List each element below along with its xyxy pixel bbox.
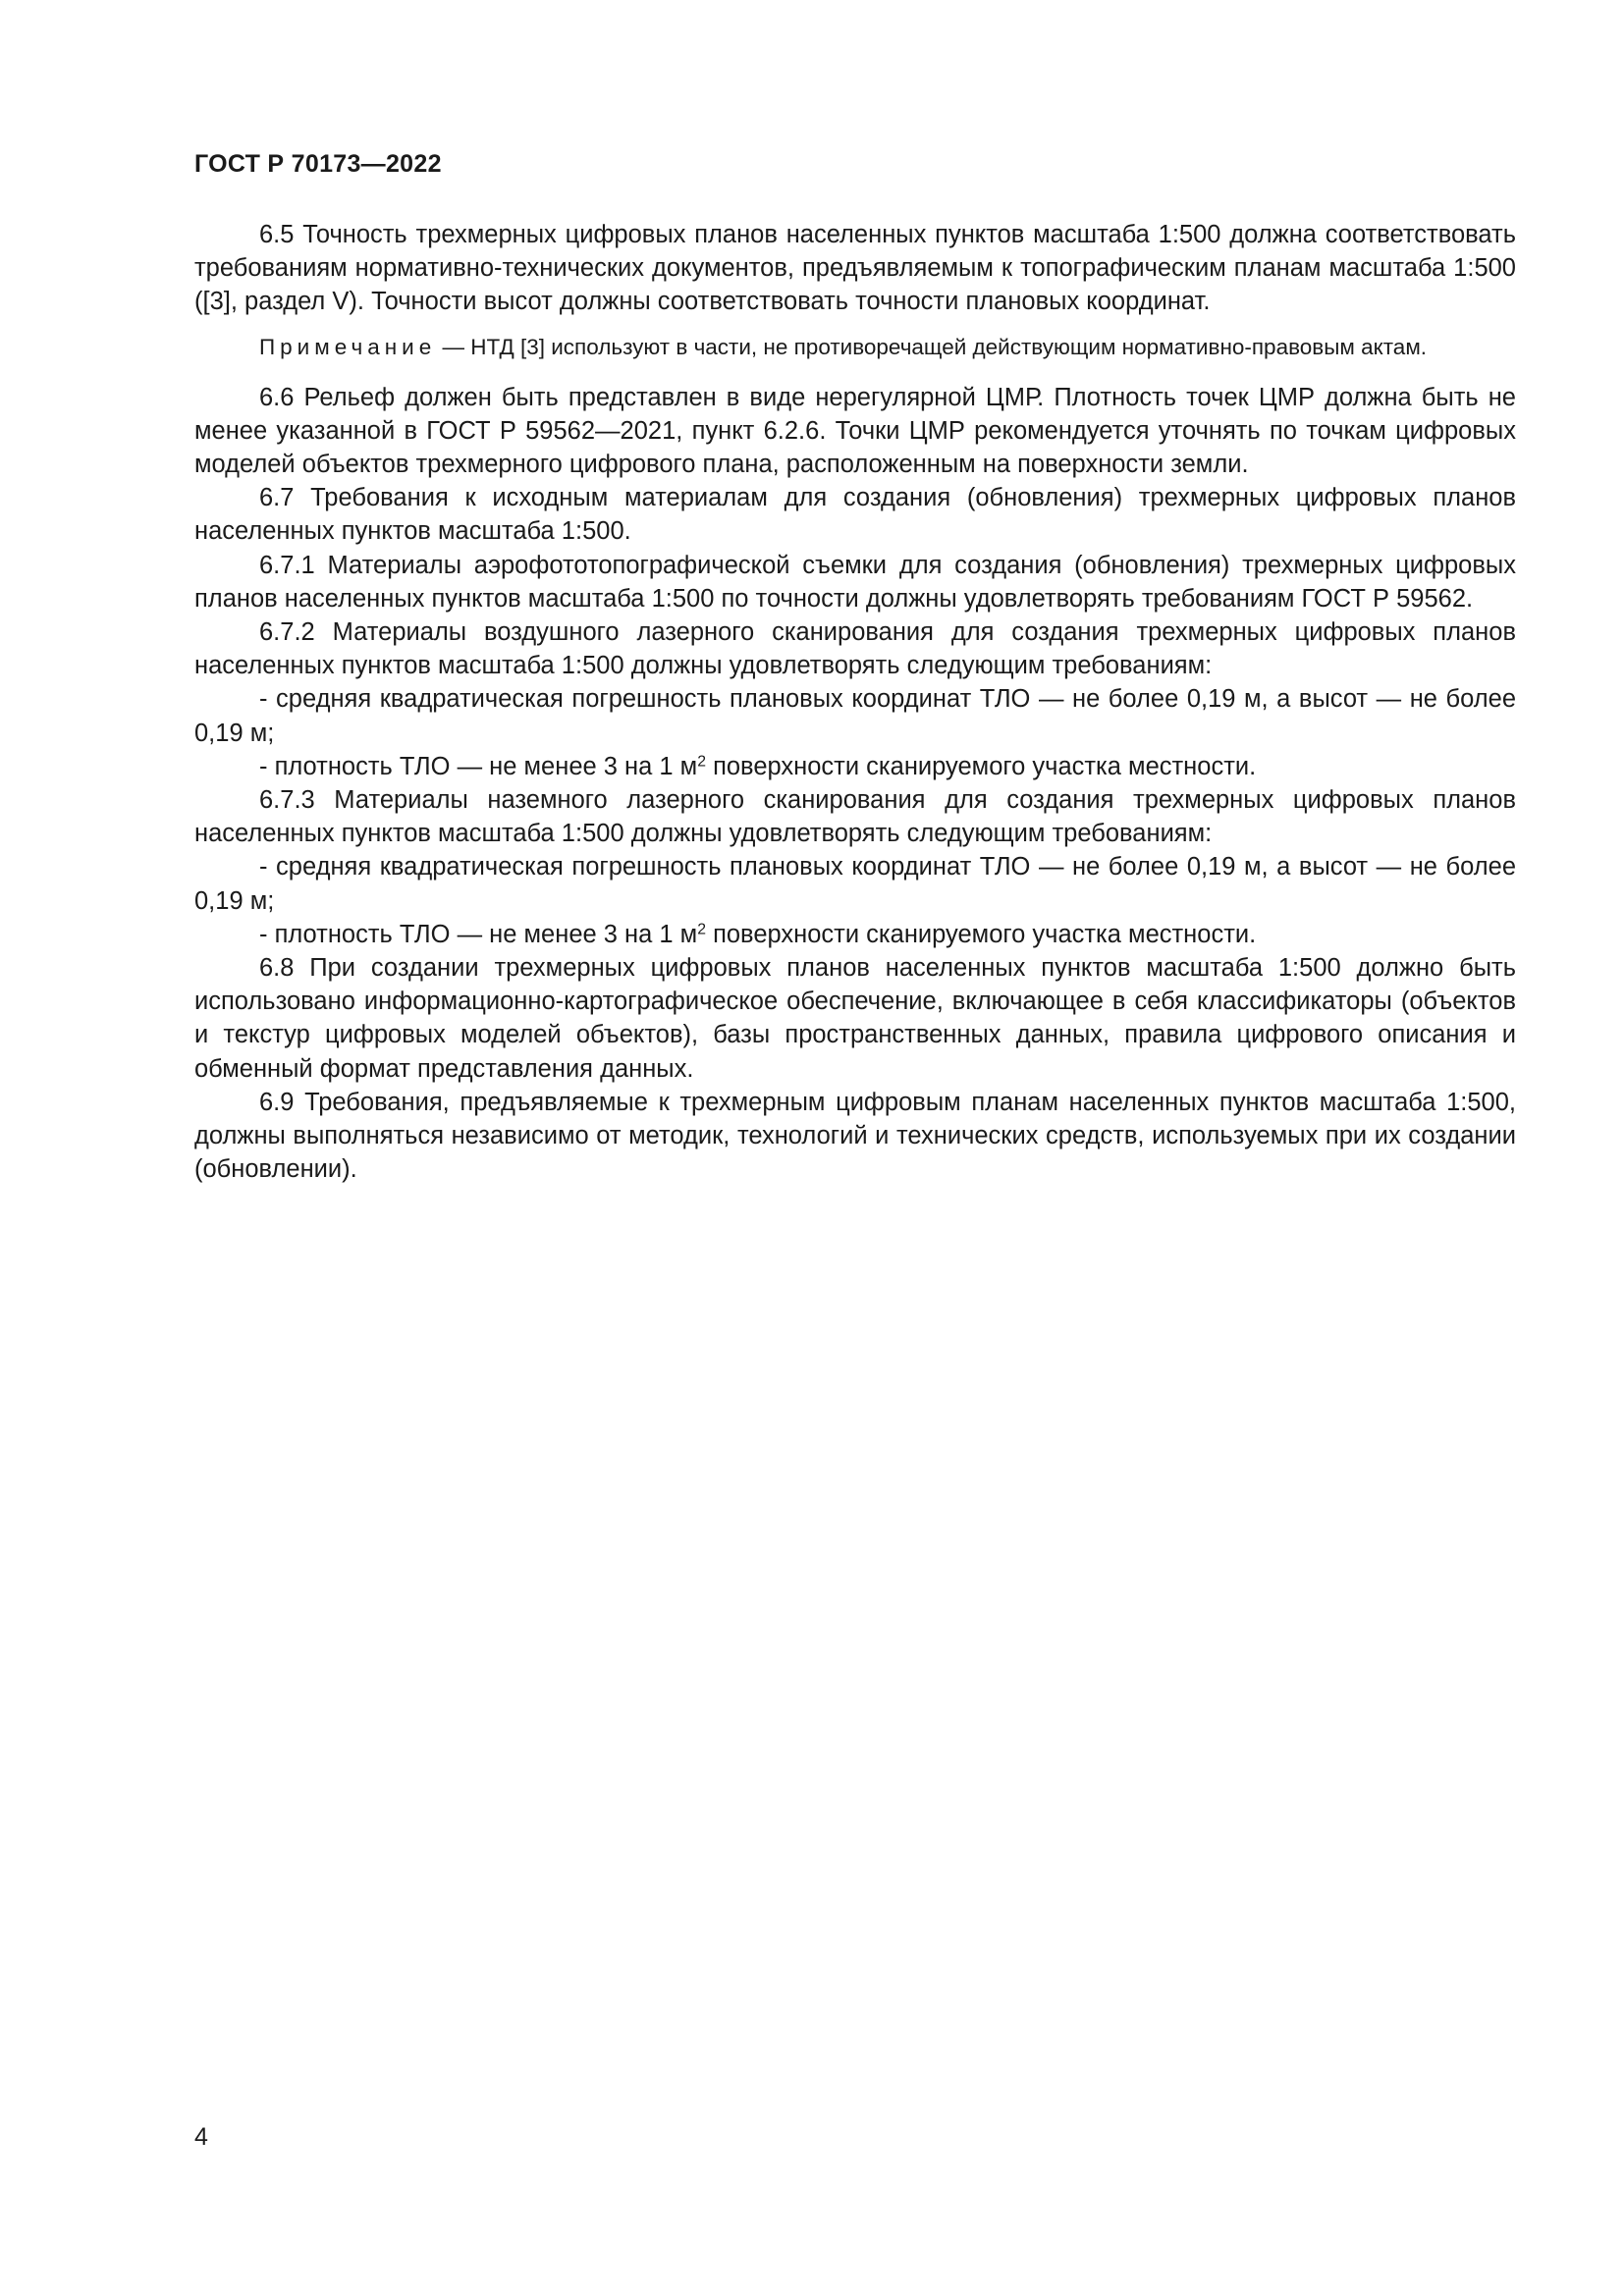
superscript: 2 [697,753,706,771]
paragraph-6-6: 6.6 Рельеф должен быть представлен в виде нерегулярной ЦМР. Плотность точек ЦМР должна быть не менее указанной в ГОСТ Р 59562—2021, пункт 6.2.6. Точки ЦМР рекомендуется уточнять по точкам цифровых моделей объектов трехмерного цифрового плана, расположенным на поверхности земли. [194,383,1516,479]
paragraph-6-7: 6.7 Требования к исходным материалам для создания (обновления) трехмерных цифровых планов населенных пунктов масштаба 1:500. [194,484,1516,546]
note-text: — НТД [3] используют в части, не противоречащей действующим нормативно-правовым актам. [436,334,1428,359]
paragraph-6-5: 6.5 Точность трехмерных цифровых планов населенных пунктов масштаба 1:500 должна соответствовать требованиям нормативно-технических документов, предъявляемым к топографическим планам масштаба 1:500 ([3], раздел V). Точности высот должны соответствовать точности плановых координат. [194,221,1516,316]
paragraph-6-7-2: 6.7.2 Материалы воздушного лазерного сканирования для создания трехмерных цифровых планов населенных пунктов масштаба 1:500 должны удовлетворять следующим требованиям: [194,618,1516,680]
list-item-text: - плотность ТЛО — не менее 3 на 1 м [259,752,698,780]
list-item-text: поверхности сканируемого участка местности. [705,752,1257,780]
paragraph-6-7-3: 6.7.3 Материалы наземного лазерного сканирования для создания трехмерных цифровых планов населенных пунктов масштаба 1:500 должны удовлетворять следующим требованиям: [194,786,1516,848]
list-item-text: - плотность ТЛО — не менее 3 на 1 м [259,920,698,948]
paragraph-6-9: 6.9 Требования, предъявляемые к трехмерным цифровым планам населенных пунктов масштаба 1:500, должны выполняться независимо от методик, технологий и технических средств, используемых при их создании (обновлении). [194,1088,1516,1184]
note [194,331,1516,363]
paragraph-6-7-1: 6.7.1 Материалы аэрофототопографической съемки для создания (обновления) трехмерных цифровых планов населенных пунктов масштаба 1:500 по точности должны удовлетворять требованиям ГОСТ Р 59562. [194,551,1516,613]
superscript: 2 [697,921,706,938]
document-header: ГОСТ Р 70173—2022 [194,150,442,178]
list-item-6-7-2-b [194,750,1516,783]
note-label: Примечание [259,334,437,359]
list-item-6-7-2-a: - средняя квадратическая погрешность плановых координат ТЛО — не более 0,19 м, а высот — не более 0,19 м; [194,685,1516,747]
paragraph-6-8: 6.8 При создании трехмерных цифровых планов населенных пунктов масштаба 1:500 должно быть использовано информационно-картографическое обеспечение, включающее в себя классификаторы (объектов и текстур цифровых моделей объектов), базы пространственных данных, правила цифрового описания и обменный формат представления данных. [194,954,1516,1083]
list-item-text: поверхности сканируемого участка местности. [705,920,1257,948]
list-item-6-7-3-a: - средняя квадратическая погрешность плановых координат ТЛО — не более 0,19 м, а высот — не более 0,19 м; [194,853,1516,915]
document-body [194,218,1516,1186]
page-number: 4 [194,2123,208,2151]
list-item-6-7-3-b [194,918,1516,951]
